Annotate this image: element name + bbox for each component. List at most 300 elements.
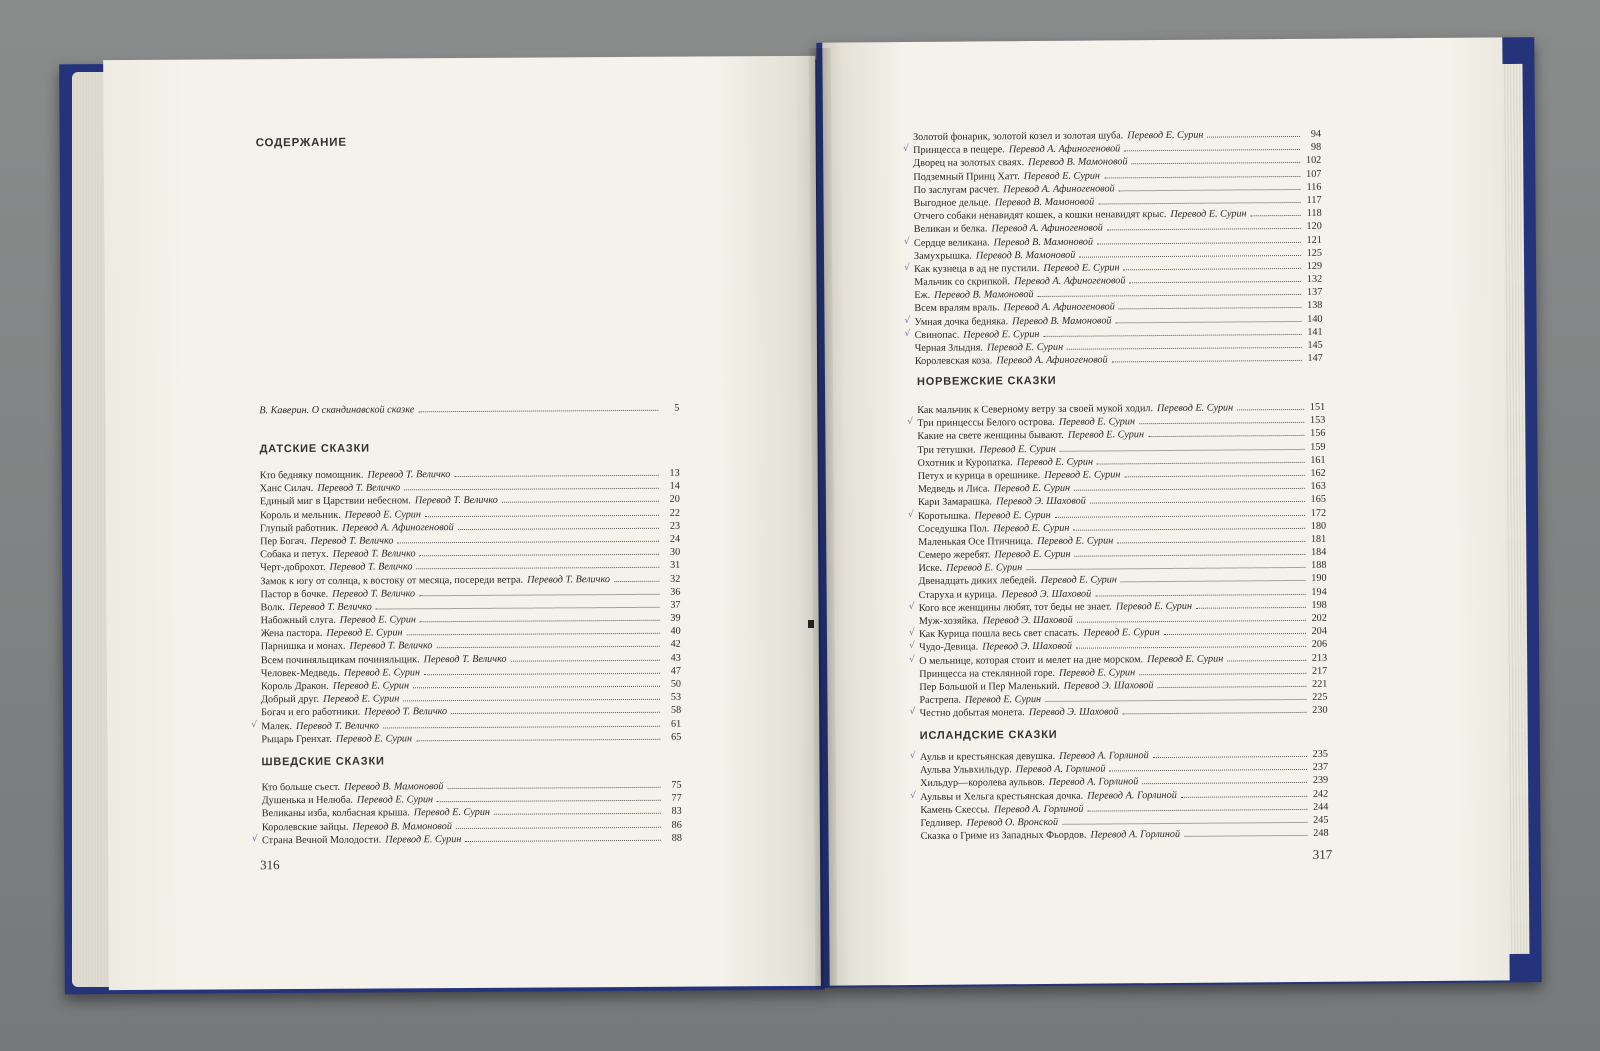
entry-translator: Перевод Э. Шаховой [1063,680,1154,692]
entry-title: Замухрышка. [913,250,972,262]
entry-page: 184 [1311,546,1327,558]
dot-leader [1060,448,1305,451]
entry-title: Парнишка и монах. [260,641,346,653]
entry-title: Три тетушки. [917,444,976,456]
entry-page: 65 [671,731,682,743]
entry-page: 147 [1307,352,1323,365]
entry-title: √ Сердце великана. [913,236,990,249]
section-heading-norwegian: НОРВЕЖСКИЕ СКАЗКИ [916,374,1057,388]
dot-leader [1164,633,1306,635]
entry-translator: Перевод Е. Сурин [979,443,1056,456]
entry-title: Соседушка Пол. [918,523,990,535]
entry-translator: Перевод Т. Величко [349,640,433,653]
intro-entry [259,402,679,418]
entry-translator: Перевод Е. Сурин [986,341,1064,354]
entry-translator: Перевод А. Горлиной [1015,763,1106,776]
entry-page: 20 [669,494,680,506]
entry-title: Единый миг в Царствии небесном. [259,495,411,508]
entry-page: 194 [1311,586,1327,598]
entry-translator: Перевод А. Афиногеновой [1003,183,1115,196]
dot-leader [1119,307,1302,309]
dot-leader [1117,541,1305,543]
dot-leader [1112,360,1302,362]
entry-title: Ханс Силач. [259,483,314,495]
entry-translator: Перевод В. Мамоновой [975,249,1076,262]
entry-title: Выгодное дельце. [913,197,991,209]
entry-translator: Перевод Е. Сурин [1040,574,1117,587]
right-page [822,37,1509,985]
dot-leader [413,686,660,689]
dot-leader [1116,321,1302,323]
entry-page: 145 [1307,339,1323,351]
dot-leader [404,488,659,491]
entry-title: Король Дракон. [260,680,329,693]
entry-title: Богач и его работники. [261,707,361,719]
dot-leader [1142,782,1307,784]
entry-page: 206 [1311,639,1328,651]
entry-page: 39 [670,612,681,624]
entry-title: Великан и белка. [913,223,988,236]
entry-page: 159 [1310,441,1326,453]
entry-translator: Перевод Т. Величко [423,653,507,665]
dot-leader [1227,659,1306,661]
entry-translator: Перевод Т. Величко [329,561,413,574]
entry-translator: Перевод Е. Сурин [323,693,400,706]
entry-page: 153 [1309,414,1326,427]
entry-translator: Перевод Е. Сурин [326,627,403,640]
entry-translator: Перевод Т. Величко [317,482,401,495]
entry-title: Двенадцать диких лебедей. [918,575,1037,588]
page-number-right: 317 [1312,846,1333,862]
entry-title: По заслугам расчет. [913,184,1000,196]
entry-translator: Перевод В. Мамоновой [1012,315,1112,327]
entry-page: 36 [670,586,681,598]
entry-title: Черт-доброхот. [260,562,326,574]
entry-title: Человек-Медведь. [260,667,340,680]
entry-translator: Перевод Э. Шаховой [982,641,1072,653]
entry-page: 156 [1310,428,1326,440]
entry-title: Всем вралям враль. [914,302,1000,315]
entry-translator: Перевод Э. Шаховой [1001,588,1092,600]
entry-title: Как мальчик к Северному ветру за своей мукой ходил. [917,403,1154,416]
dot-leader [1139,422,1304,424]
entry-title: Великаны изба, колбасная крыша. [261,807,410,820]
entry-title: Иске. [918,563,943,575]
entry-translator: Перевод А. Афиногеновой [991,222,1103,235]
entry-page: 165 [1310,494,1326,506]
entry-translator: Перевод А. Горлиной [1087,789,1177,802]
entry-page: 43 [670,652,681,664]
entry-page: 141 [1307,326,1323,338]
section-heading-danish: ДАТСКИЕ СКАЗКИ [259,442,370,456]
entry-page: 5 [674,402,680,414]
dot-leader [416,739,660,741]
dot-leader [1043,334,1301,337]
entry-page: 32 [670,573,681,585]
entry-page: 102 [1305,155,1322,167]
dot-leader [376,607,660,610]
pencil-mark [808,620,814,628]
entry-title: √ Аульв и крестьянская девушка. [919,750,1056,763]
entry-title: Принцесса на стеклянной горе. [919,667,1056,680]
entry-page: 162 [1310,467,1326,479]
entry-translator: Перевод Т. Величко [295,720,379,732]
dot-leader [1075,554,1306,557]
entry-title: Муж-хозяйка. [918,615,979,627]
entry-page: 37 [670,599,681,611]
toc-list-danish [260,467,682,746]
entry-page: 42 [670,639,681,651]
entry-title: Старуха и курица. [918,588,998,601]
entry-page: 242 [1312,788,1329,800]
dot-leader [437,800,661,802]
entry-title: Пастор в бочке. [260,588,329,600]
dot-leader [424,673,660,675]
entry-translator: Перевод Е. Сурин [946,562,1023,574]
entry-translator: Перевод Е. Сурин [1023,170,1100,182]
dot-leader [1107,228,1301,231]
entry-translator: Перевод А. Горлиной [1048,776,1139,789]
entry-translator: Перевод Е. Сурин [1170,208,1247,221]
entry-title: √ Малек. [261,720,293,732]
entry-translator: Перевод В. Мамоновой [352,820,452,833]
dot-leader [1062,822,1307,825]
entry-title: Глупый работник. [259,522,339,534]
entry-translator: Перевод Е. Сурин [1147,653,1224,665]
entry-page: 47 [670,665,681,677]
entry-translator: Перевод Е. Сурин [356,794,434,806]
entry-page: 40 [670,625,681,637]
entry-page: 14 [669,480,680,492]
entry-page: 161 [1310,454,1326,466]
entry-translator: Перевод Е. Сурин [413,807,490,819]
entry-translator: Перевод Е. Сурин [335,733,413,745]
entry-title: Черная Злыдня. [914,342,983,354]
entry-translator: Перевод Е. Сурин [1058,666,1136,679]
toc-list-norwegian [917,401,1327,721]
dot-leader [1087,809,1307,812]
toc-entry [262,831,682,847]
entry-title: Маленькая Осе Птичница. [918,535,1034,548]
entry-title: Пер Богач. [260,535,307,548]
entry-page: 239 [1312,775,1329,787]
entry-title: Хильдур—королева аульвов. [920,777,1045,790]
entry-page: 13 [669,467,680,479]
entry-title: Жена пастора. [260,628,323,640]
dot-leader [1067,347,1302,350]
dot-leader [1119,189,1301,191]
entry-page: 117 [1306,194,1322,206]
entry-page: 75 [671,779,682,791]
entry-page: 151 [1309,401,1326,413]
dot-leader [1045,699,1306,702]
entry-page: 138 [1307,300,1323,312]
entry-title: Всем починяльщикам починяльщик. [260,653,420,666]
entry-page: 86 [671,819,682,831]
entry-title: √ Чудо-Девица. [919,641,979,654]
entry-page: 237 [1312,761,1329,774]
dot-leader [1121,580,1306,582]
dot-leader [1097,241,1301,244]
dot-leader [1038,294,1302,297]
entry-translator: Перевод Е. Сурин [339,614,416,626]
entry-title: √ Аульвы и Хельга крестьянская дочка. [920,790,1084,803]
entry-page: 24 [669,533,681,545]
entry-translator: Перевод Т. Величко [414,495,498,507]
entry-page: 221 [1312,678,1328,690]
entry-page: 125 [1306,247,1323,259]
entry-title: Набожный слуга. [260,614,336,627]
dot-leader [458,528,659,530]
dot-leader [494,813,661,815]
dot-leader [1184,835,1307,837]
dot-leader [420,554,660,556]
dot-leader [454,475,658,477]
entry-title: Кто бедняку помощник. [259,469,364,482]
entry-title: √ Честно добытая монета. [919,707,1025,720]
entry-page: 172 [1310,507,1327,519]
entry-translator: Перевод Т. Величко [367,469,451,481]
entry-translator: Перевод А. Горлиной [993,803,1084,816]
entry-title: √ Свинопас. [914,329,960,341]
entry-title: Королевские зайцы. [261,821,349,833]
contents-heading: СОДЕРЖАНИЕ [255,136,347,150]
entry-page: 120 [1306,221,1322,233]
dot-leader [451,712,660,714]
entry-title: Медведь и Лиса. [917,483,990,496]
dot-leader [407,633,660,636]
entry-translator: Перевод Е. Сурин [974,509,1051,522]
dot-leader [614,580,659,581]
entry-title: Подземный Принц Хатт. [913,170,1020,183]
entry-title: √ Страна Вечной Молодости. [261,834,382,846]
entry-title: √ Кого все женщины любят, тот беды не знает. [918,601,1112,614]
entry-translator: Перевод Е. Сурин [1127,129,1204,142]
entry-translator: Перевод В. Мамоновой [993,236,1094,248]
entry-translator: Перевод Э. Шаховой [982,614,1073,627]
entry-translator: Перевод Т. Величко [332,548,416,560]
entry-page: 248 [1313,827,1329,839]
dot-leader [1124,268,1302,270]
section-heading-icelandic: ИСЛАНДСКИЕ СКАЗКИ [919,728,1058,742]
entry-page: 23 [669,520,681,532]
entry-page: 61 [671,718,682,730]
entry-title: √ Три принцессы Белого острова. [917,417,1055,430]
entry-translator: Перевод В. Мамоновой [994,196,1095,209]
entry-translator: Перевод Т. Величко [332,587,416,600]
entry-title: Рыцарь Гренхат. [261,733,332,745]
entry-translator: Перевод А. Афиногеновой [342,521,454,534]
entry-title: √ Умная дочка бедняка. [914,315,1009,328]
entry-page: 77 [671,792,682,804]
dot-leader [1237,409,1304,411]
entry-translator: Перевод Е. Сурин [964,694,1042,706]
entry-page: 22 [669,507,680,519]
dot-leader [436,646,659,648]
dot-leader [1132,162,1301,164]
entry-page: 244 [1313,801,1329,813]
entry-translator: Перевод Т. Величко [310,535,394,547]
entry-translator: Перевод А. Афиногеновой [1003,301,1115,314]
entry-page: 94 [1310,128,1322,140]
entry-page: 58 [670,705,682,717]
entry-translator: Перевод А. Афиногеновой [996,354,1108,367]
entry-translator: Перевод Е. Сурин [963,328,1040,341]
dot-leader [1095,594,1305,597]
entry-title: Отчего собаки ненавидят кошек, а кошки ненавидят крыс. [913,209,1167,223]
entry-translator: Перевод Е. Сурин [1037,535,1114,547]
entry-title: √ Коротышка. [917,510,971,522]
entry-translator: Перевод Е. Сурин [993,522,1070,535]
entry-page: 118 [1306,207,1322,220]
entry-translator: Перевод Т. Величко [288,601,372,613]
entry-translator: Перевод Е. Сурин [1083,627,1160,639]
dot-leader [1139,673,1306,675]
entry-page: 230 [1312,705,1328,717]
entry-translator: Перевод Е. Сурин [1067,429,1145,442]
entry-title: Аульва Ульвхильдур. [919,764,1012,777]
dot-leader [1077,620,1306,623]
section-heading-swedish: ШВЕДСКИЕ СКАЗКИ [261,755,385,769]
entry-translator: Перевод Е. Сурин [993,482,1071,495]
entry-title: Сказка о Гриме из Западных Фьордов. [920,829,1087,843]
entry-page: 107 [1306,168,1322,180]
entry-title: Собака и петух. [260,548,329,561]
entry-translator: Перевод А. Афиногеновой [1008,143,1121,156]
dot-leader [502,501,659,503]
entry-title: √ Как кузнеца в ад не пустили. [914,262,1040,275]
dot-leader [465,840,661,842]
entry-translator: Перевод Е. Сурин [1044,469,1121,481]
page-number-left: 316 [260,857,280,873]
dot-leader [1251,215,1301,216]
entry-title: Король и мельник. [259,509,341,521]
entry-title: √ Принцесса в пещере. [913,144,1005,157]
entry-page: 88 [671,832,682,844]
entry-title: Камень Скессы. [920,804,990,816]
entry-title: Королевская коза. [914,355,993,368]
entry-page: 245 [1313,814,1329,826]
entry-title: Растрепа. [919,694,961,707]
toc-list-swedish [262,779,682,848]
entry-page: 129 [1306,260,1323,272]
dot-leader [1074,488,1305,491]
dot-leader [1123,712,1307,714]
entry-translator: Перевод Э. Шаховой [1028,706,1119,719]
dot-leader [425,514,659,516]
entry-title: Пер Большой и Пер Маленький. [919,680,1060,693]
entry-page: 83 [671,806,682,818]
dot-leader [418,410,658,412]
entry-translator: Перевод В. Мамоновой [1028,156,1128,169]
entry-translator: Перевод Е. Сурин [385,833,462,846]
toc-entry [920,704,1328,720]
entry-translator: Перевод Е. Сурин [344,508,421,521]
entry-page: 132 [1306,273,1323,285]
entry-title: Еж. [914,290,931,302]
dot-leader [1153,756,1307,758]
entry-page: 30 [669,546,681,558]
entry-translator: Перевод Т. Величко [527,573,611,586]
entry-page: 53 [670,691,682,703]
entry-translator: Перевод В. Мамоновой [344,781,444,793]
entry-page: 98 [1310,141,1322,154]
entry-page: 217 [1311,665,1328,677]
dot-leader [1026,567,1305,570]
dot-leader [397,541,659,544]
entry-title: В. Каверин. О скандинавской сказке [259,404,415,417]
entry-translator: Перевод Е. Сурин [1115,600,1193,613]
dot-leader [1055,514,1305,517]
entry-page: 204 [1311,625,1327,638]
entry-translator: Перевод Е. Сурин [1043,262,1120,274]
entry-translator: Перевод Е. Сурин [994,548,1071,561]
entry-title: Кто больше съест. [261,781,341,794]
dot-leader [1097,462,1305,465]
entry-title: Какие на свете женщины бывают. [917,430,1064,443]
toc-entry [915,352,1323,368]
entry-page: 121 [1306,234,1322,246]
entry-translator: Перевод А. Горлиной [1090,829,1181,841]
dot-leader [420,620,660,622]
entry-title: Добрый друг. [261,694,320,706]
dot-leader [1124,475,1304,477]
dot-leader [419,593,659,595]
entry-page: 137 [1306,287,1323,299]
dot-leader [456,826,661,828]
entry-page: 198 [1311,599,1327,611]
dot-leader [403,699,660,702]
entry-page: 116 [1306,181,1322,193]
entry-translator: Перевод Т. Величко [364,706,448,718]
dot-leader [1104,175,1300,178]
dot-leader [1109,769,1307,772]
entry-title: √ О мельнице, которая стоит и мелет на дне морском. [919,653,1144,667]
entry-title: Петух и курица в орешнике. [917,469,1041,482]
dot-leader [1079,255,1301,258]
entry-page: 235 [1312,748,1328,760]
entry-title: Гедливер. [920,817,963,829]
dot-leader [1090,501,1305,504]
entry-page: 181 [1310,533,1327,545]
dot-leader [383,725,660,728]
dot-leader [1148,435,1304,437]
entry-page: 140 [1307,313,1323,325]
entry-page: 202 [1311,612,1327,624]
entry-title: Душенька и Нелюба. [261,794,353,807]
entry-page: 190 [1311,573,1327,585]
dot-leader [448,787,661,789]
entry-page: 50 [670,678,682,690]
entry-translator: Перевод Е. Сурин [1156,402,1234,415]
entry-page: 225 [1312,691,1328,703]
dot-leader [1196,607,1306,609]
entry-translator: Перевод Е. Сурин [343,667,421,679]
entry-title: Семеро жеребят. [918,549,991,562]
entry-translator: Перевод А. Афиногеновой [1014,275,1126,288]
entry-translator: Перевод Е. Сурин [1016,456,1094,468]
entry-page: 163 [1310,480,1326,492]
entry-title: Охотник и Куропатка. [917,456,1013,469]
toc-entry [261,730,681,746]
entry-title: √ Как Курица пошла весь свет спасать. [918,627,1080,641]
entry-translator: Перевод Е. Сурин [1058,416,1136,429]
entry-title: Замок к югу от солнца, к востоку от месяца, посереди ветра. [260,574,524,587]
entry-title: Дворец на золотых сваях. [913,157,1025,170]
toc-entry [259,402,679,418]
dot-leader [1098,202,1300,205]
entry-title: Мальчик со скрипкой. [914,276,1011,289]
